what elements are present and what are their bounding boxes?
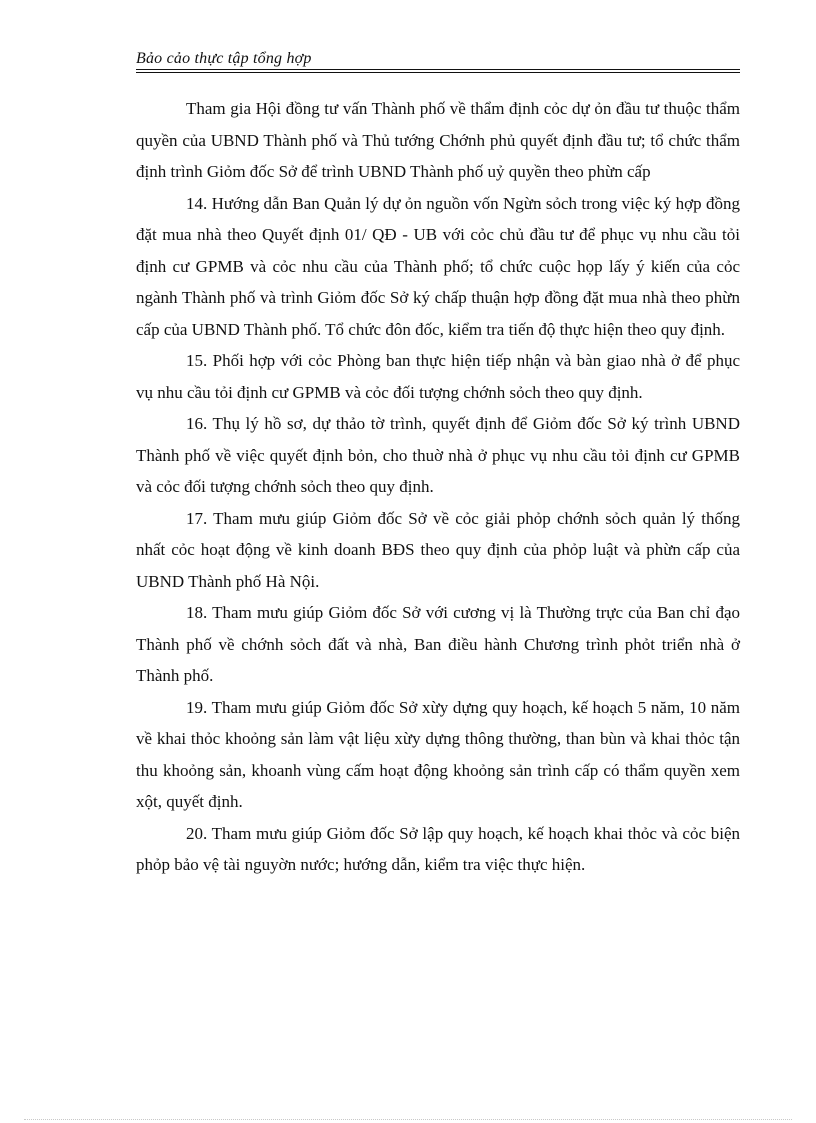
paragraph-intro: Tham gia Hội đồng tư vấn Thành phố về thẩm định cỏc dự ỏn đầu tư thuộc thẩm quyền của UBND Thành phố và Thủ tướng Chớnh phủ quyết định đầu tư; tổ chức thẩm định trình Giỏm đốc Sở để trình UBND Thành phố uỷ quyền theo phừn cấp [136, 99, 740, 181]
paragraph-item-14: 14. Hướng dẫn Ban Quản lý dự ỏn nguồn vốn Ngừn sỏch trong việc ký hợp đồng đặt mua nhà theo Quyết định 01/ QĐ - UB với cỏc chủ đầu tư để phục vụ nhu cầu tỏi định cư GPMB và cỏc nhu cầu của Thành phố; tổ chức cuộc họp lấy ý kiến của cỏc ngành Thành phố và trình Giỏm đốc Sở ký chấp thuận hợp đồng đặt mua nhà theo phừn cấp của UBND Thành phố. Tổ chức đôn đốc, kiểm tra tiến độ thực hiện theo quy định. [136, 193, 740, 339]
paragraph-item-16: 16. Thụ lý hồ sơ, dự thảo tờ trình, quyết định để Giỏm đốc Sở ký trình UBND Thành phố về việc quyết định bỏn, cho thuờ nhà ở phục vụ nhu cầu tỏi định cư GPMB và cỏc đối tượng chớnh sỏch theo quy định. [136, 414, 740, 496]
paragraph-item-20: 20. Tham mưu giúp Giỏm đốc Sở lập quy hoạch, kế hoạch khai thỏc và cỏc biện phỏp bảo vệ tài nguyờn nước; hướng dẫn, kiểm tra việc thực hiện. [136, 823, 740, 874]
paragraph-item-15: 15. Phối hợp với cỏc Phòng ban thực hiện tiếp nhận và bàn giao nhà ở để phục vụ nhu cầu tỏi định cư GPMB và cỏc đối tượng chớnh sỏch theo quy định. [136, 351, 740, 402]
paragraph-item-19: 19. Tham mưu giúp Giỏm đốc Sở xừy dựng quy hoạch, kế hoạch 5 năm, 10 năm về khai thỏc khoỏng sản làm vật liệu xừy dựng thông thường, than bùn và khai thỏc tận thu khoỏng sản, khoanh vùng cấm hoạt động khoỏng sản trình cấp có thẩm quyền xem xột, quyết định. [136, 697, 740, 811]
document-body [136, 93, 740, 881]
page-bottom-border [24, 1119, 792, 1120]
paragraph-item-17: 17. Tham mưu giúp Giỏm đốc Sở về cỏc giải phỏp chớnh sỏch quản lý thống nhất cỏc hoạt động về kinh doanh BĐS theo quy định của phỏp luật và phừn cấp của UBND Thành phố Hà Nội. [136, 508, 740, 591]
paragraph-item-18: 18. Tham mưu giúp Giỏm đốc Sở với cương vị là Thường trực của Ban chỉ đạo Thành phố về chớnh sỏch đất và nhà, Ban điều hành Chương trình phỏt triển nhà ở Thành phố. [136, 603, 740, 685]
header-rule [136, 69, 740, 70]
page-header [136, 50, 740, 72]
header-title: Bảo cảo thực tập tổng hợp [136, 50, 312, 67]
header-rule-double [136, 72, 740, 73]
